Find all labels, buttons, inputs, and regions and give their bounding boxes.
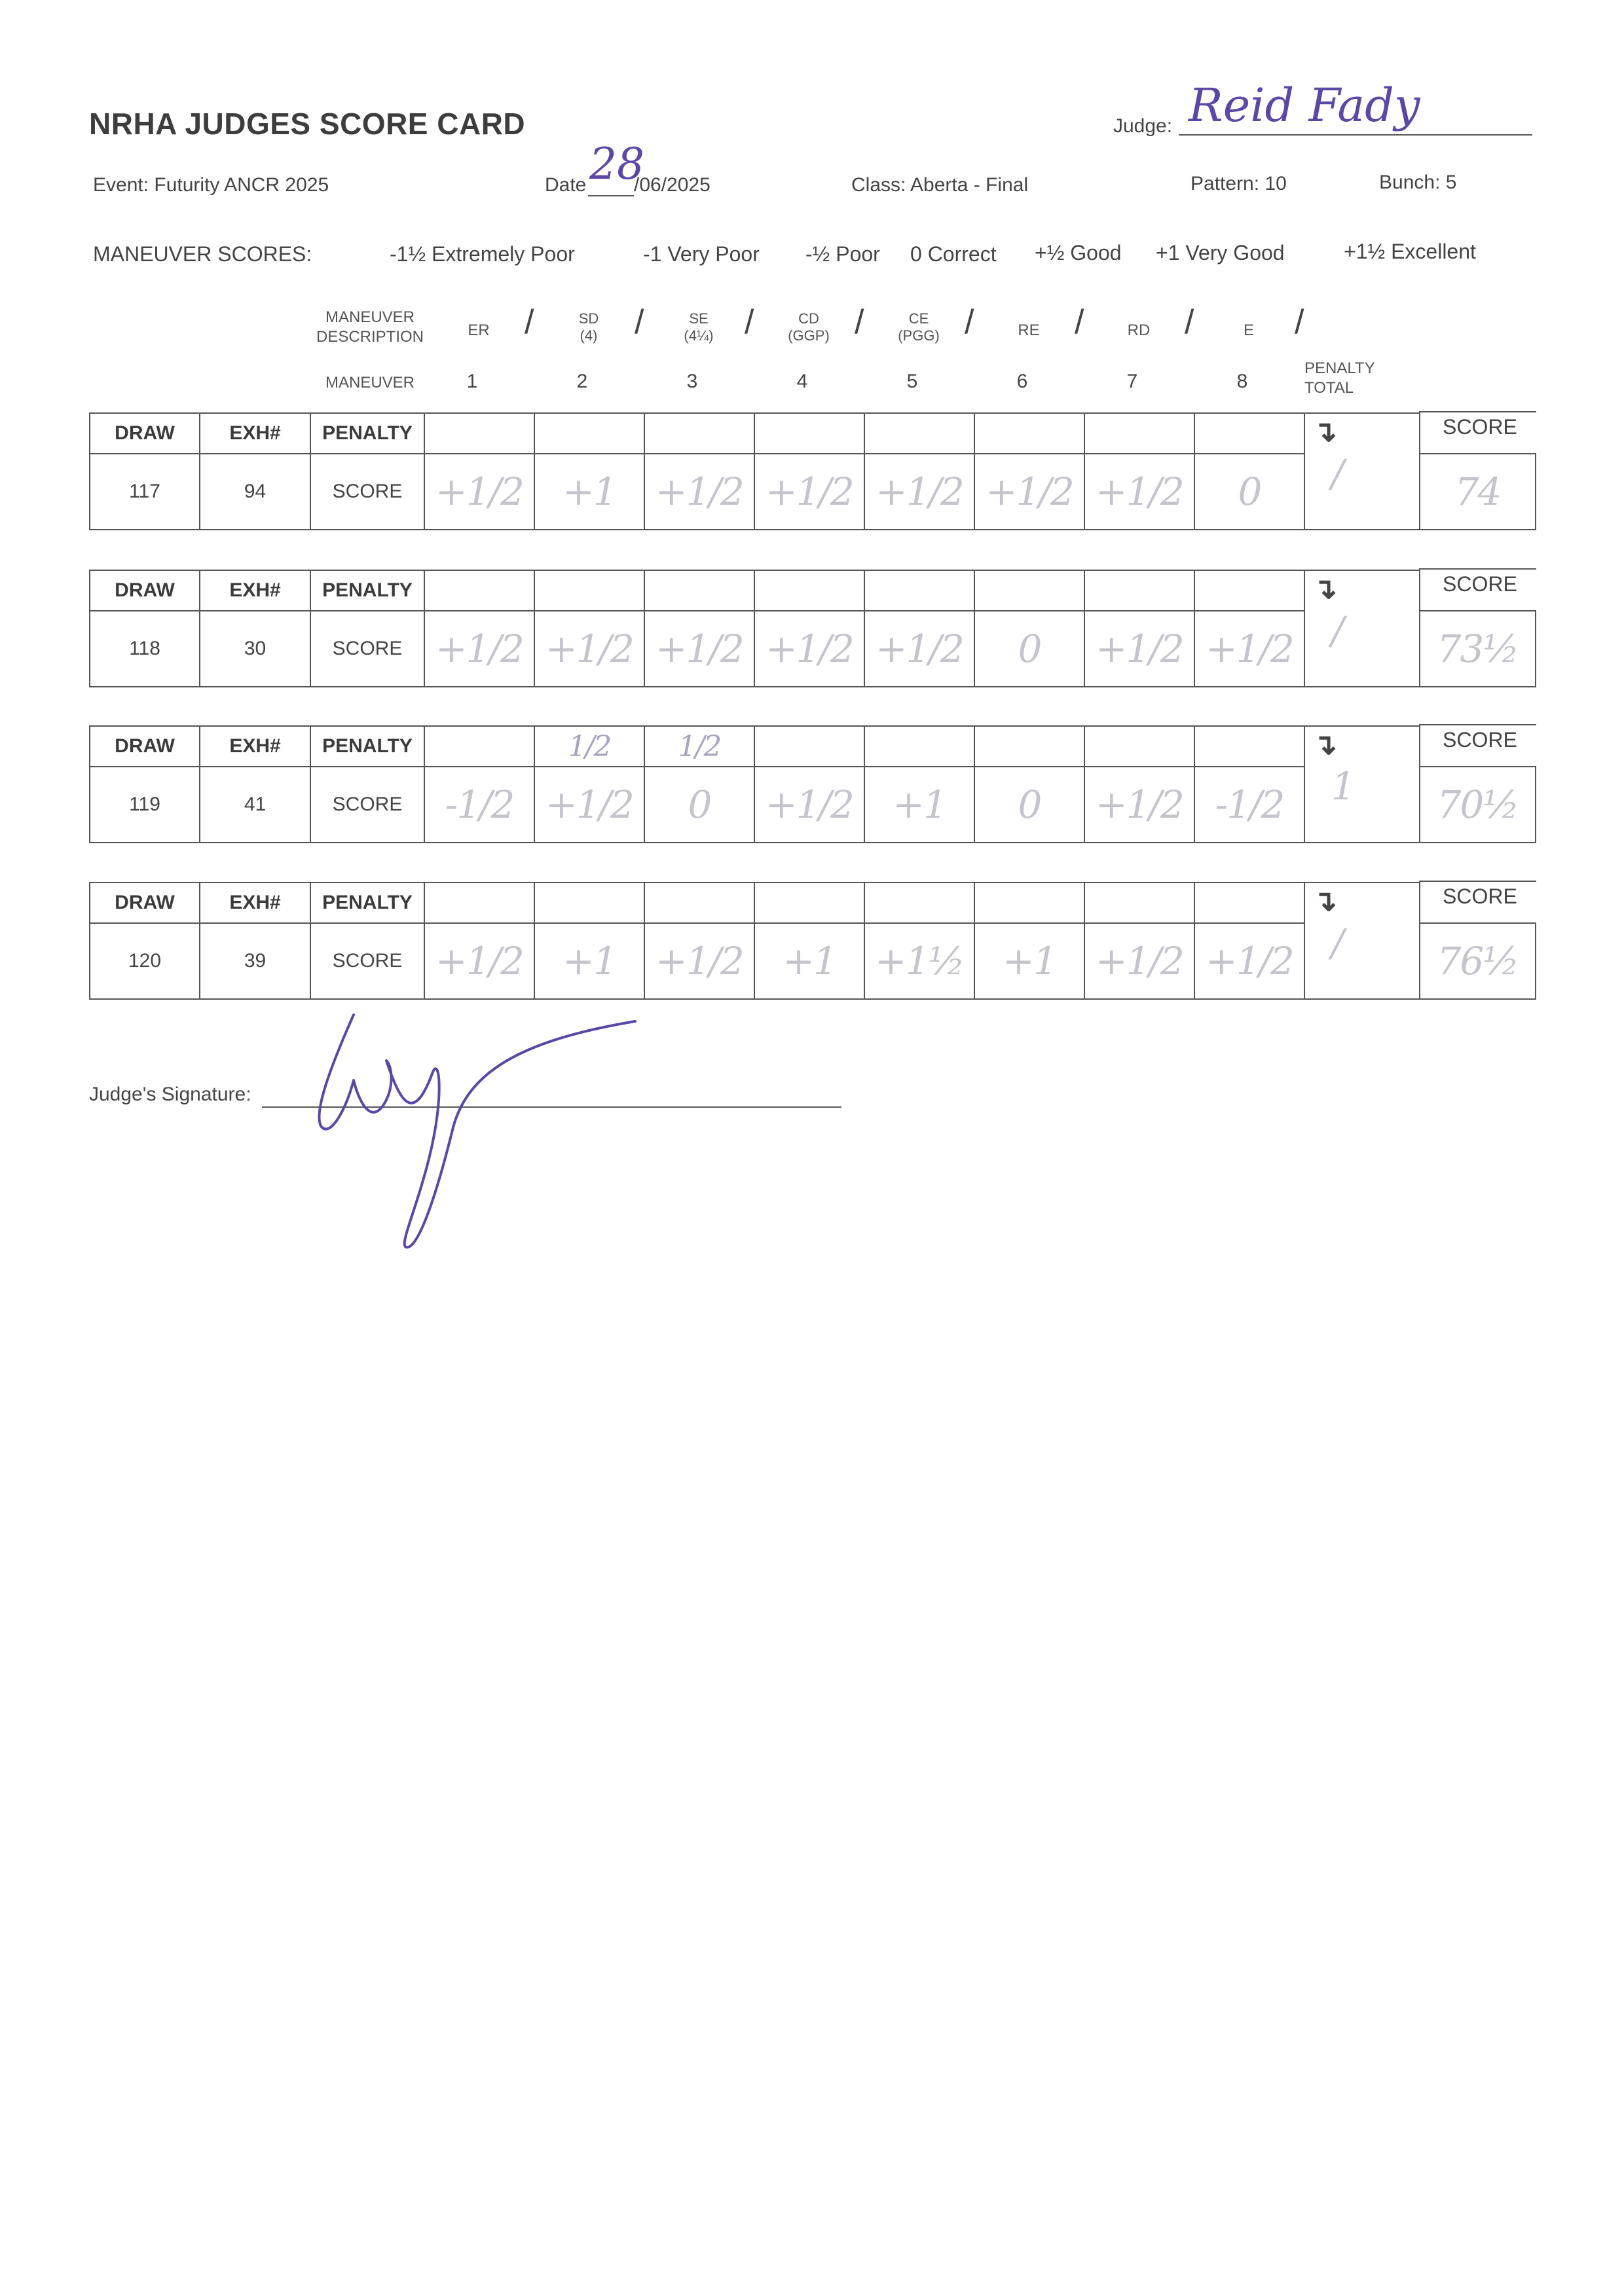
maneuver-score-cell[interactable] [534, 610, 645, 687]
exh-header-text: EXH# [229, 892, 281, 913]
maneuver-score-cell[interactable] [534, 922, 645, 1000]
penalty-total-label: PENALTY TOTAL [1304, 359, 1375, 397]
arrow-down-icon: ↴ [1313, 885, 1337, 917]
draw-header [89, 725, 200, 767]
maneuver-penalty-cell[interactable] [864, 570, 975, 611]
draw-number-text: 119 [129, 793, 160, 815]
exhibitor-number [199, 922, 311, 1000]
scale-label: MANEUVER SCORES: [93, 242, 312, 266]
scale-item: -½ Poor [805, 242, 880, 266]
maneuver-penalty-cell[interactable] [424, 570, 535, 611]
penalty-value: 1/2 [678, 729, 721, 763]
maneuver-score-value: +1½ [875, 939, 964, 983]
maneuver-separator: / [965, 303, 974, 341]
draw-number [89, 453, 200, 530]
maneuver-desc-label: MANEUVER DESCRIPTION [316, 308, 424, 346]
maneuver-score-cell[interactable] [424, 766, 535, 843]
maneuver-penalty-cell[interactable] [974, 570, 1085, 611]
draw-header-text: DRAW [115, 735, 175, 757]
maneuver-penalty-cell[interactable] [754, 412, 865, 454]
scale-item: -1½ Extremely Poor [390, 242, 575, 266]
maneuver-score-value: 0 [1018, 782, 1041, 827]
judge-label: Judge: [1113, 115, 1173, 137]
maneuver-score-cell[interactable] [864, 610, 975, 687]
penalty-total-cell[interactable] [1304, 412, 1420, 530]
exh-header [199, 570, 311, 611]
maneuver-score-value: +1/2 [1096, 782, 1183, 827]
maneuver-score-value: +1/2 [1096, 939, 1183, 983]
score-row-label [310, 453, 425, 530]
signature-label: Judge's Signature: [89, 1084, 251, 1105]
maneuver-score-cell[interactable] [1194, 922, 1305, 1000]
total-score-cell[interactable] [1419, 610, 1536, 687]
maneuver-code: SD (4) [578, 310, 599, 344]
exh-header [199, 725, 311, 767]
exh-header-text: EXH# [229, 579, 281, 601]
maneuver-score-value: +1/2 [545, 782, 633, 827]
maneuver-penalty-cell[interactable] [424, 725, 535, 767]
maneuver-separator: / [745, 303, 754, 341]
exhibitor-number-text: 94 [244, 481, 267, 502]
maneuver-number: 3 [686, 371, 698, 392]
maneuver-score-cell[interactable] [1084, 453, 1195, 530]
score-row-label [310, 922, 425, 1000]
maneuver-penalty-cell[interactable] [974, 412, 1085, 454]
penalty-header-text: PENALTY [322, 579, 413, 601]
penalty-total-cell[interactable] [1304, 570, 1420, 687]
maneuver-score-cell[interactable] [1084, 766, 1195, 843]
penalty-total-cell[interactable] [1304, 725, 1420, 843]
maneuver-penalty-cell[interactable] [864, 882, 975, 924]
maneuver-penalty-cell[interactable] [1084, 725, 1195, 767]
maneuver-score-cell[interactable] [974, 453, 1085, 530]
maneuver-score-value: +1 [1003, 939, 1056, 983]
draw-number-text: 118 [129, 638, 160, 659]
maneuver-penalty-cell[interactable] [1084, 882, 1195, 924]
draw-header [89, 570, 200, 611]
scale-item: 0 Correct [910, 242, 997, 266]
maneuver-number: 8 [1236, 371, 1248, 392]
score-row-label-text: SCORE [332, 638, 403, 659]
event-label: Event: Futurity ANCR 2025 [93, 174, 329, 196]
total-score-value: 70½ [1437, 782, 1519, 827]
scale-item: +½ Good [1035, 241, 1122, 264]
maneuver-penalty-cell[interactable] [534, 882, 645, 924]
draw-header-text: DRAW [115, 892, 175, 913]
penalty-header [310, 412, 425, 454]
maneuver-score-value: -1/2 [1215, 782, 1284, 827]
score-row-label-text: SCORE [332, 793, 403, 815]
judge-signature [301, 1002, 642, 1250]
maneuver-score-cell[interactable] [534, 453, 645, 530]
penalty-header [310, 570, 425, 611]
pattern-label: Pattern: 10 [1190, 173, 1287, 194]
maneuver-penalty-cell[interactable] [864, 412, 975, 454]
class-label: Class: Aberta - Final [851, 174, 1029, 196]
maneuver-score-cell[interactable] [644, 922, 755, 1000]
maneuver-score-value: +1/2 [1096, 469, 1183, 514]
maneuver-separator: / [525, 303, 534, 341]
maneuver-penalty-cell[interactable] [1194, 412, 1305, 454]
maneuver-separator: / [1295, 303, 1304, 341]
maneuver-penalty-cell[interactable] [1084, 412, 1195, 454]
maneuver-code: CD (GGP) [788, 310, 830, 344]
maneuver-score-value: +1/2 [1206, 939, 1293, 983]
total-score-cell[interactable] [1419, 453, 1536, 530]
maneuver-number: 5 [906, 371, 918, 392]
draw-header-text: DRAW [115, 579, 175, 601]
maneuver-penalty-cell[interactable] [644, 882, 755, 924]
maneuver-score-value: +1/2 [1096, 627, 1183, 671]
maneuver-score-value: +1/2 [655, 627, 743, 671]
score-row-label [310, 610, 425, 687]
arrow-down-icon: ↴ [1313, 729, 1337, 761]
total-score-value: 74 [1454, 469, 1501, 514]
maneuver-score-value: +1/2 [876, 627, 963, 671]
maneuver-score-value: -1/2 [445, 782, 514, 827]
maneuver-score-value: 0 [1018, 627, 1041, 671]
maneuver-score-value: +1/2 [655, 469, 743, 514]
exh-header-text: EXH# [229, 422, 281, 444]
draw-number [89, 922, 200, 1000]
draw-number [89, 610, 200, 687]
maneuver-score-cell[interactable] [424, 922, 535, 1000]
maneuver-separator: / [635, 303, 644, 341]
score-entry-block [89, 412, 1535, 530]
maneuver-score-cell[interactable] [1194, 766, 1305, 843]
penalty-header-text: PENALTY [322, 735, 413, 757]
maneuver-score-cell[interactable] [1084, 610, 1195, 687]
maneuver-separator: / [1075, 303, 1084, 341]
score-header: SCORE [1443, 881, 1534, 909]
maneuver-number: 4 [796, 371, 808, 392]
maneuver-penalty-cell[interactable] [424, 412, 535, 454]
maneuver-code: ER [468, 321, 490, 339]
draw-header-text: DRAW [115, 422, 175, 444]
page-title: NRHA JUDGES SCORE CARD [89, 107, 526, 141]
maneuver-score-cell[interactable] [974, 766, 1085, 843]
maneuver-code: CE (PGG) [898, 310, 940, 344]
total-score-value: 73½ [1437, 627, 1519, 671]
maneuver-score-cell[interactable] [974, 922, 1085, 1000]
penalty-header [310, 725, 425, 767]
score-header-line [1419, 411, 1536, 412]
maneuver-penalty-cell[interactable] [754, 725, 865, 767]
judge-name-handwritten: Reid Fady [1189, 79, 1420, 132]
exh-header [199, 412, 311, 454]
maneuver-score-cell[interactable] [864, 453, 975, 530]
penalty-total-value: / [1331, 451, 1343, 496]
maneuver-score-value: +1/2 [435, 939, 523, 983]
maneuver-score-value: +1/2 [435, 469, 523, 514]
exh-header [199, 882, 311, 924]
maneuver-penalty-cell[interactable] [754, 882, 865, 924]
exhibitor-number [199, 610, 311, 687]
maneuver-penalty-cell[interactable] [1084, 570, 1195, 611]
maneuver-score-cell[interactable] [1194, 610, 1305, 687]
maneuver-separator: / [1185, 303, 1194, 341]
maneuver-separator: / [855, 303, 864, 341]
maneuver-number: 1 [466, 371, 478, 392]
maneuver-score-cell[interactable] [864, 922, 975, 1000]
maneuver-score-cell[interactable] [1084, 922, 1195, 1000]
maneuver-penalty-cell[interactable] [534, 725, 645, 767]
maneuver-score-value: +1 [563, 469, 616, 514]
maneuver-score-cell[interactable] [754, 610, 865, 687]
penalty-header-text: PENALTY [322, 422, 413, 444]
maneuver-score-value: +1/2 [766, 627, 853, 671]
penalty-total-value: 1 [1331, 764, 1354, 809]
maneuver-code: RE [1018, 321, 1040, 339]
scale-item: +1 Very Good [1156, 241, 1285, 264]
draw-number-text: 117 [129, 481, 160, 502]
scale-item: +1½ Excellent [1344, 240, 1476, 263]
maneuver-score-value: +1/2 [986, 469, 1073, 514]
date-label: Date [545, 174, 587, 196]
maneuver-score-value: +1/2 [545, 627, 633, 671]
exh-header-text: EXH# [229, 735, 281, 757]
penalty-total-cell[interactable] [1304, 882, 1420, 1000]
maneuver-score-value: +1/2 [876, 469, 963, 514]
exhibitor-number [199, 766, 311, 843]
maneuver-score-cell[interactable] [644, 766, 755, 843]
maneuver-score-value: +1/2 [766, 469, 853, 514]
maneuver-score-cell[interactable] [754, 922, 865, 1000]
maneuver-penalty-cell[interactable] [754, 570, 865, 611]
penalty-header-text: PENALTY [322, 892, 413, 913]
maneuver-penalty-cell[interactable] [424, 882, 535, 924]
score-row-label-text: SCORE [332, 950, 403, 972]
total-score-cell[interactable] [1419, 766, 1536, 843]
maneuver-score-cell[interactable] [754, 766, 865, 843]
penalty-total-value: / [1331, 608, 1343, 653]
maneuver-penalty-cell[interactable] [974, 725, 1085, 767]
bunch-label: Bunch: 5 [1379, 172, 1457, 193]
maneuver-penalty-cell[interactable] [864, 725, 975, 767]
maneuver-code: SE (4¼) [684, 310, 714, 344]
exhibitor-number-text: 30 [244, 638, 267, 659]
score-header: SCORE [1443, 411, 1534, 439]
arrow-down-icon: ↴ [1313, 416, 1337, 448]
exhibitor-number-text: 39 [244, 950, 267, 972]
maneuver-score-value: 0 [1238, 469, 1261, 514]
draw-number-text: 120 [128, 950, 162, 972]
judge-line [1179, 134, 1532, 136]
maneuver-score-value: +1/2 [766, 782, 853, 827]
date-rest: /06/2025 [634, 174, 710, 196]
maneuver-score-cell[interactable] [644, 453, 755, 530]
total-score-cell[interactable] [1419, 922, 1536, 1000]
draw-number [89, 766, 200, 843]
arrow-down-icon: ↴ [1313, 573, 1337, 605]
maneuver-number: 7 [1126, 371, 1138, 392]
maneuver-penalty-cell[interactable] [534, 570, 645, 611]
draw-header [89, 882, 200, 924]
maneuver-score-cell[interactable] [534, 766, 645, 843]
maneuver-penalty-cell[interactable] [644, 725, 755, 767]
exhibitor-number-text: 41 [244, 793, 267, 815]
maneuver-penalty-cell[interactable] [1194, 882, 1305, 924]
score-entry-block [89, 570, 1535, 687]
maneuver-score-cell[interactable] [974, 610, 1085, 687]
score-row-label [310, 766, 425, 843]
score-entry-block [89, 725, 1535, 843]
maneuver-number: 6 [1016, 371, 1028, 392]
maneuver-number: 2 [576, 371, 588, 392]
maneuver-score-cell[interactable] [1194, 453, 1305, 530]
maneuver-score-cell[interactable] [754, 453, 865, 530]
score-entry-block [89, 882, 1535, 1000]
maneuver-score-value: +1 [893, 782, 946, 827]
maneuver-penalty-cell[interactable] [644, 412, 755, 454]
maneuver-score-value: +1/2 [655, 939, 743, 983]
score-header-line [1419, 881, 1536, 882]
penalty-total-value: / [1331, 920, 1343, 965]
maneuver-score-cell[interactable] [424, 453, 535, 530]
maneuver-score-value: 0 [688, 782, 711, 827]
penalty-value: 1/2 [568, 729, 611, 763]
date-day-line [588, 195, 634, 196]
maneuver-score-value: +1 [563, 939, 616, 983]
maneuver-code: E [1243, 321, 1254, 339]
score-header: SCORE [1443, 724, 1534, 752]
maneuver-score-value: +1/2 [1206, 627, 1293, 671]
scale-item: -1 Very Poor [643, 242, 760, 266]
score-header-line [1419, 724, 1536, 725]
maneuver-num-label: MANEUVER [325, 374, 415, 392]
maneuver-penalty-cell[interactable] [534, 412, 645, 454]
maneuver-score-value: +1 [783, 939, 836, 983]
total-score-value: 76½ [1437, 939, 1519, 983]
maneuver-penalty-cell[interactable] [974, 882, 1085, 924]
score-header: SCORE [1443, 568, 1534, 596]
maneuver-penalty-cell[interactable] [1194, 570, 1305, 611]
maneuver-code: RD [1127, 321, 1151, 339]
draw-header [89, 412, 200, 454]
score-header-line [1419, 568, 1536, 570]
penalty-header [310, 882, 425, 924]
maneuver-score-cell[interactable] [644, 610, 755, 687]
maneuver-penalty-cell[interactable] [1194, 725, 1305, 767]
score-row-label-text: SCORE [332, 481, 403, 502]
exhibitor-number [199, 453, 311, 530]
maneuver-score-value: +1/2 [435, 627, 523, 671]
maneuver-penalty-cell[interactable] [644, 570, 755, 611]
date-day-handwritten: 28 [589, 139, 644, 189]
maneuver-score-cell[interactable] [424, 610, 535, 687]
maneuver-score-cell[interactable] [864, 766, 975, 843]
